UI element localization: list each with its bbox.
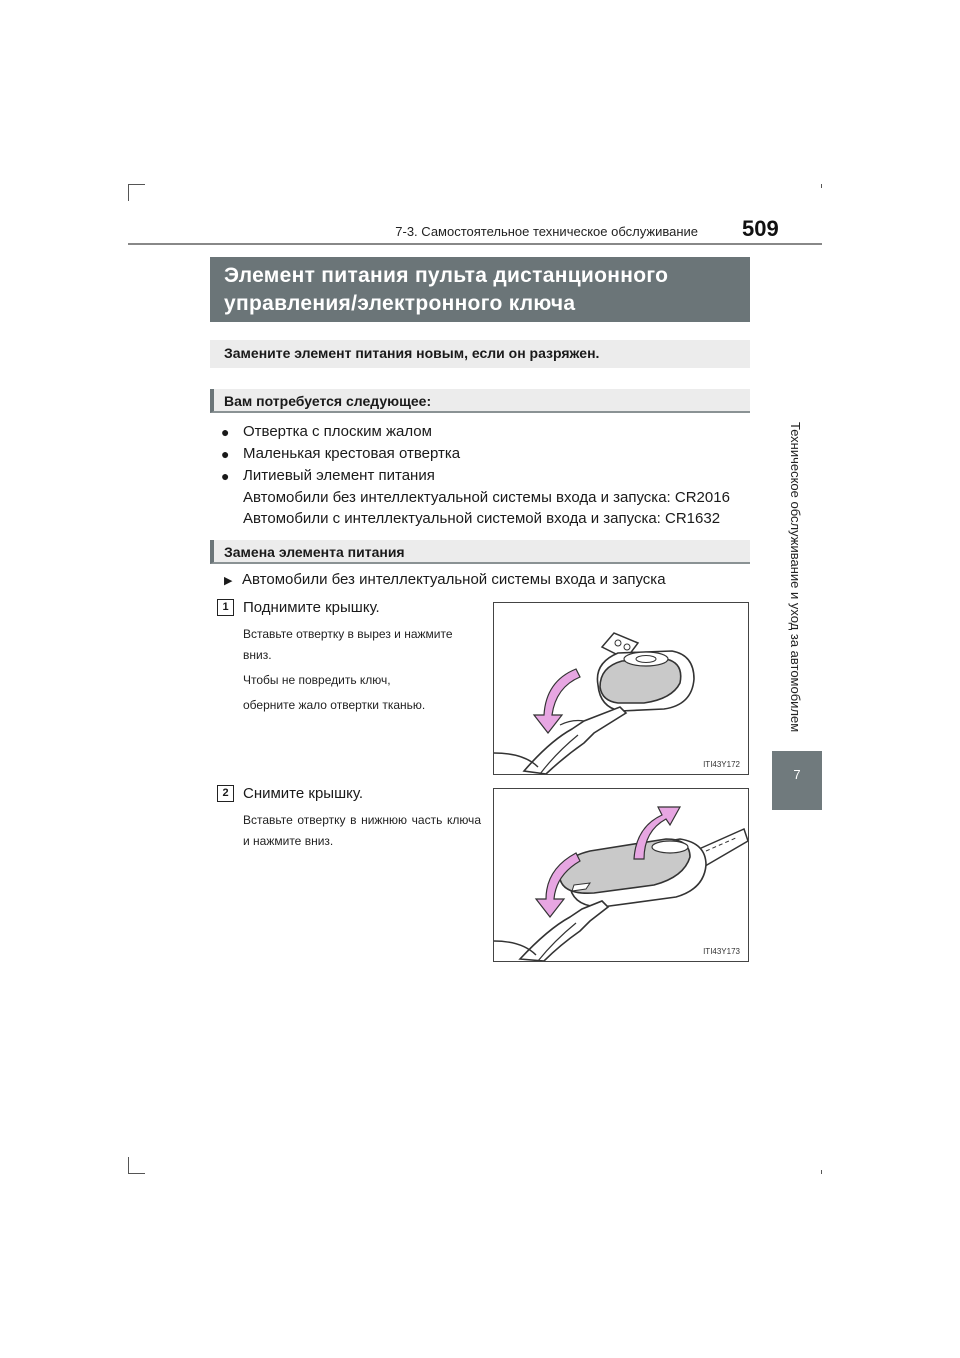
page-title <box>210 257 750 322</box>
step-note-2: Вставьте отвертку в нижнюю часть ключа и нажмите вниз. <box>243 813 481 848</box>
list-item: ● Отвертка с плоским жалом <box>221 421 761 443</box>
replacement-heading: Замена элемента питания <box>210 540 750 564</box>
crop-mark <box>128 184 129 201</box>
step-title-2: Снимите крышку. <box>243 785 364 802</box>
bullet-icon: ● <box>221 446 230 462</box>
chapter-side-label: Техническое обслуживание и уход за автомобилем <box>788 422 803 733</box>
crop-mark <box>128 184 145 185</box>
figure-code-1: ITI43Y172 <box>703 760 740 769</box>
step-number-1: 1 <box>217 599 234 616</box>
step-number-2: 2 <box>217 785 234 802</box>
page-number: 509 <box>742 216 779 241</box>
figure-lift-cover <box>493 602 749 775</box>
key-illustration-2 <box>494 789 748 961</box>
crop-mark <box>128 1173 145 1174</box>
variant-line: ▶ Автомобили без интеллектуальной системы входа и запуска <box>224 571 666 588</box>
battery-note: Автомобили без интеллектуальной системы входа и запуска: CR2016 <box>243 489 730 506</box>
section-title: 7-3. Самостоятельное техническое обслуживание <box>395 224 698 239</box>
step-note-1: Вставьте отвертку в вырез и нажмите вниз. Чтобы не повредить ключ, оберните жало отвертки тканью. <box>243 627 453 712</box>
crop-mark <box>821 1170 822 1174</box>
header-divider <box>128 243 822 245</box>
bullet-icon: ● <box>221 424 230 440</box>
crop-mark <box>128 1157 129 1174</box>
chapter-number: 7 <box>793 767 801 782</box>
key-illustration-1 <box>494 603 748 774</box>
figure-code-2: ITI43Y173 <box>703 947 740 956</box>
required-heading: Вам потребуется следующее: <box>210 389 750 413</box>
list-item: ● Маленькая крестовая отвертка <box>221 443 761 465</box>
title-line-2: управления/электронного ключа <box>224 292 576 315</box>
lead-text: Замените элемент питания новым, если он разряжен. <box>210 340 750 368</box>
battery-note: Автомобили с интеллектуальной системой входа и запуска: CR1632 <box>243 510 721 527</box>
list-item: ● Литиевый элемент питания <box>221 465 761 487</box>
bullet-icon: ● <box>221 468 230 484</box>
figure-remove-cover <box>493 788 749 962</box>
step-title-1: Поднимите крышку. <box>243 599 380 616</box>
required-list <box>221 421 761 529</box>
title-line-1: Элемент питания пульта дистанционного <box>224 264 669 287</box>
crop-mark <box>821 184 822 188</box>
triangle-bullet-icon: ▶ <box>224 575 233 587</box>
chapter-tab <box>772 751 822 810</box>
